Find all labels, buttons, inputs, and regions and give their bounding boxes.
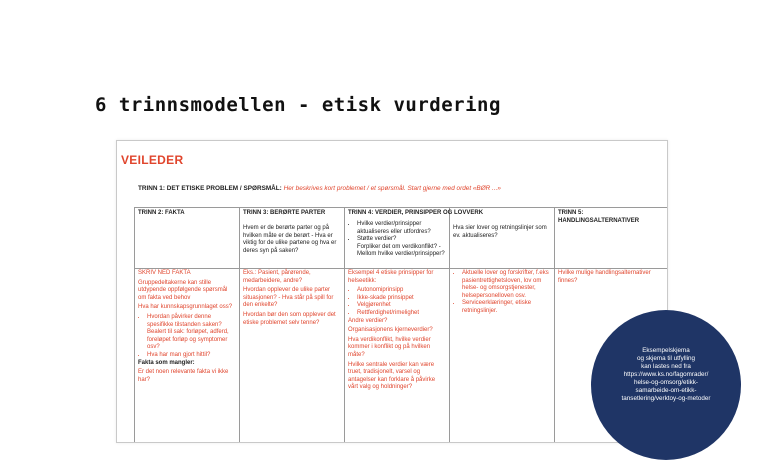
column-question: Hva sier lover og retningslinjer som ev. aktualiseres?	[453, 225, 547, 239]
badge-line: tansetlering/verktoy-og-metoder	[621, 395, 711, 402]
list-item: • Ikke-skade prinsippet	[357, 295, 446, 303]
document-image	[116, 140, 668, 443]
column-berorte-parter	[240, 208, 345, 443]
steps-table	[134, 207, 668, 443]
list-item: • Aktuelle lover og forskrifter, f.eks pasientrettighetsloven, lov om helse- og omsorgstjenester, helsepersonelloven osv.	[462, 270, 551, 300]
column-lovverk	[450, 208, 555, 443]
badge-line: https://www.ks.no/fagomrader/	[623, 371, 709, 378]
document-heading: VEILEDER	[121, 153, 184, 167]
download-info-badge	[591, 310, 741, 460]
badge-line: samarbeide-om-etikk-	[635, 387, 697, 394]
body-text: Hva verdikonflikt, hvilke verdier kommer i konflikt og på hvilken måte?	[348, 336, 431, 358]
body-text: Gruppedeltakerne kan stille utdypende oppfølgende spørsmål om fakta ved behov	[138, 279, 228, 301]
list-item: • Hva har man gjort hittil?	[147, 352, 236, 360]
list-item: • Støtte verdier?	[357, 236, 446, 244]
badge-line: helse-og-omsorg/etikk-	[633, 379, 699, 386]
body-text: Eksempel 4 etiske prinsipper for helseetikk:	[348, 270, 434, 284]
body-text: Hvordan opplever de ulike parter situasjonen? - Hva står på spill for den enkelte?	[243, 287, 334, 309]
column-body	[138, 270, 236, 386]
list-item: Forpliker det om verdikonflikt? - Mellom hvilke verdier/prinsipper?	[357, 243, 445, 258]
column-header: TRINN 5: HANDLINGSALTERNATIVER	[558, 210, 640, 224]
slide-title: 6 trinnsmodellen - etisk vurdering	[95, 94, 501, 116]
body-text: Hvilke sentrale verdier kan være truet, tradisjonelt, varsel og antagelser kan forklare å påvirke vårt valg og holdninger?	[348, 361, 436, 391]
list-item: • Hvilke verdier/prinsipper aktualiseres eller utfordres?	[357, 221, 446, 236]
step1-line	[138, 185, 501, 192]
list-item: • Velgjørenhet	[357, 302, 446, 310]
badge-line: Eksempelskjema	[642, 347, 690, 354]
column-header	[453, 210, 551, 221]
body-title: SKRIV NED FAKTA	[138, 270, 191, 276]
column-body	[558, 270, 664, 287]
badge-line: og skjema til utfylling	[636, 355, 696, 362]
column-body	[243, 270, 341, 329]
column-fakta	[135, 208, 240, 443]
body-text: Hvilke mulige handlingsalternativer finnes?	[558, 270, 651, 284]
body-text: Andre verdier?	[348, 317, 388, 324]
body-text: Hvordan bør den som opplever det etiske problemet selv tenne?	[243, 311, 336, 326]
body-subtitle: Fakta som mangler:	[138, 359, 195, 366]
column-verdier	[345, 208, 484, 443]
list-item: • Rettferdighet/rimelighet	[357, 310, 446, 318]
column-header: TRINN 3: BERØRTE PARTER	[243, 210, 326, 216]
column-question	[348, 221, 446, 259]
step1-text: Her beskrives kort problemet / et spørsmål. Start gjerne med ordet «BØR ...»	[283, 185, 501, 192]
column-question: Hvem er de berørte parter og på hvilken måte er de berørt - Hva er viktig for de ulike partene og hva er deres syn på saken?	[243, 225, 337, 254]
step1-label: TRINN 1: DET ETISKE PROBLEM / SPØRSMÅL:	[138, 185, 282, 192]
list-item: • Autonomiprinsipp	[357, 287, 446, 295]
column-body	[453, 270, 551, 316]
column-body	[348, 270, 446, 394]
badge-line: kan lastes ned fra	[641, 363, 691, 370]
body-text: Eks.: Pasient, pårørende, medarbeidere, andre?	[243, 270, 311, 284]
column-header: TRINN 2: FAKTA	[138, 210, 185, 216]
list-item: • Hvordan påvirker denne spesifikke tilstanden saken? Bealert til sak: forløpet, adferd, foreløpet forløp og symptomer osv?	[147, 314, 236, 352]
list-item: • Serviceerklæringer, etiske retningslinjer.	[462, 300, 551, 315]
body-text: Er det noen relevante fakta vi ikke har?	[138, 369, 229, 383]
body-text: Hva har kunnskapsgrunnlaget oss?	[138, 304, 233, 311]
column-header: TRINN 4: VERDIER, PRINSIPPER OG LOVVERK	[348, 210, 484, 216]
body-text: Organisasjonens kjerneverdier?	[348, 327, 433, 334]
